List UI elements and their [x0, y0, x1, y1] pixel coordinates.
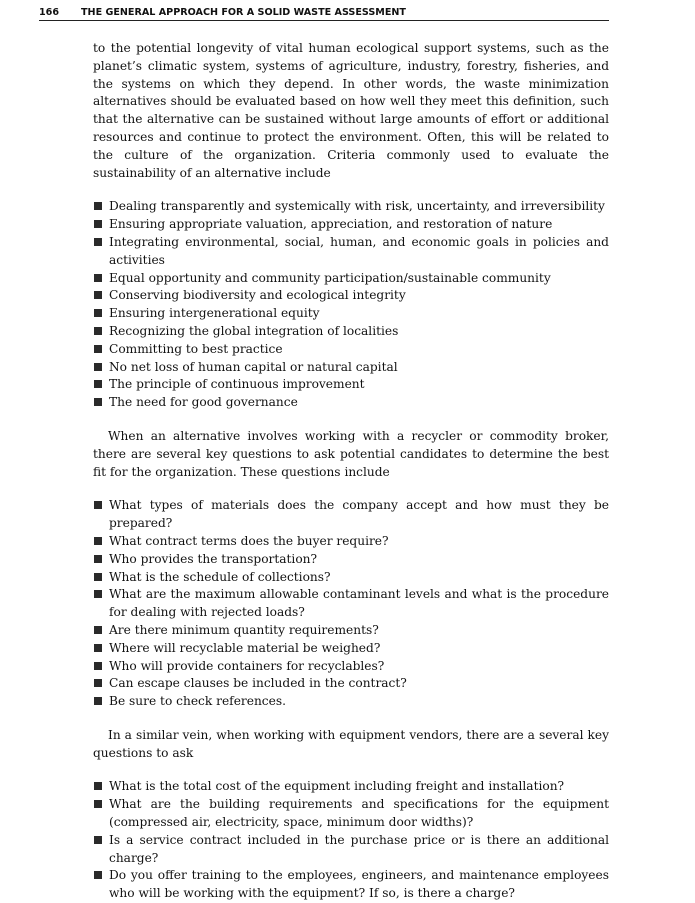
paragraph-sustainability: to the potential longevity of vital human ecological support systems, such as the planet’s climatic system, systems of agriculture, industry, forestry, fisheries, and the systems on which they depend. In other words, the waste minimization alternatives should be evaluated based on how well they meet this definition, such that the alternative can be sustained without large amounts of effort or additional resources and continue to protect the environment. Often, this will be related to the culture of the organization. Criteria commonly used to evaluate the sustainability of an alternative include: [93, 41, 609, 180]
list-item: [93, 622, 609, 640]
list-item: [93, 198, 609, 216]
list-item: [93, 287, 609, 305]
list-item-text: Recognizing the global integration of localities: [109, 323, 399, 338]
square-bullet-icon: [94, 644, 102, 652]
list-item-text: What types of materials does the company accept and how must they be prepared?: [109, 498, 609, 531]
list-item: [93, 359, 609, 377]
list-item-text: Be sure to check references.: [109, 694, 286, 709]
square-bullet-icon: [94, 836, 102, 844]
spacer: [93, 182, 609, 198]
running-header: [39, 6, 609, 21]
list-item: [93, 305, 609, 323]
square-bullet-icon: [94, 555, 102, 563]
list-item: [93, 569, 609, 587]
list-item: [93, 832, 609, 868]
list-item-text: Who will provide containers for recyclables?: [109, 658, 385, 673]
list-item: [93, 796, 609, 832]
list-item-text: Who provides the transportation?: [109, 551, 318, 566]
list-item-text: What are the building requirements and specifications for the equipment (compressed air, electricity, space, minimum door widths)?: [109, 797, 609, 830]
chapter-title: THE GENERAL APPROACH FOR A SOLID WASTE ASSESSMENT: [81, 7, 406, 18]
list-item: [93, 675, 609, 693]
spacer: [93, 412, 609, 428]
list-item-text: Is a service contract included in the purchase price or is there an additional charge?: [109, 832, 609, 865]
list-item-text: Where will recyclable material be weighed?: [109, 640, 381, 655]
square-bullet-icon: [94, 380, 102, 388]
list-item: [93, 234, 609, 270]
list-item: [93, 216, 609, 234]
square-bullet-icon: [94, 238, 102, 246]
square-bullet-icon: [94, 626, 102, 634]
list-item: [93, 586, 609, 622]
spacer: [93, 711, 609, 727]
square-bullet-icon: [94, 662, 102, 670]
square-bullet-icon: [94, 220, 102, 228]
list-item-text: Committing to best practice: [109, 341, 283, 356]
vendor-questions-list: [93, 778, 609, 903]
paragraph-recycler: When an alternative involves working with a recycler or commodity broker, there are several key questions to ask potential candidates to determine the best fit for the organization. These questions include: [93, 428, 609, 479]
list-item-text: What are the maximum allowable contaminant levels and what is the procedure for dealing with rejected loads?: [109, 587, 609, 620]
list-item: [93, 551, 609, 569]
square-bullet-icon: [94, 274, 102, 282]
spacer: [93, 762, 609, 778]
body-text: [93, 40, 609, 903]
list-item: [93, 497, 609, 533]
list-item-text: Ensuring intergenerational equity: [109, 306, 320, 321]
list-item: [93, 323, 609, 341]
paragraph-vendors: In a similar vein, when working with equipment vendors, there are a several key questions to ask: [93, 727, 609, 760]
recycler-questions-list: [93, 497, 609, 711]
list-item: [93, 640, 609, 658]
square-bullet-icon: [94, 501, 102, 509]
list-item: [93, 658, 609, 676]
list-item-text: Ensuring appropriate valuation, appreciation, and restoration of nature: [109, 217, 553, 232]
list-item-text: Can escape clauses be included in the contract?: [109, 676, 407, 691]
square-bullet-icon: [94, 537, 102, 545]
list-item: [93, 693, 609, 711]
list-item: [93, 270, 609, 288]
square-bullet-icon: [94, 309, 102, 317]
list-item-text: Are there minimum quantity requirements?: [109, 622, 379, 637]
square-bullet-icon: [94, 871, 102, 879]
square-bullet-icon: [94, 782, 102, 790]
list-item: [93, 341, 609, 359]
page-number: 166: [39, 7, 60, 18]
list-item-text: Dealing transparently and systemically with risk, uncertainty, and irreversibility: [109, 199, 605, 214]
list-item-text: What is the total cost of the equipment including freight and installation?: [109, 779, 565, 794]
list-item: [93, 867, 609, 903]
list-item: [93, 533, 609, 551]
square-bullet-icon: [94, 291, 102, 299]
list-item: [93, 376, 609, 394]
list-item-text: What contract terms does the buyer require?: [109, 533, 389, 548]
square-bullet-icon: [94, 573, 102, 581]
list-item: [93, 778, 609, 796]
square-bullet-icon: [94, 590, 102, 598]
spacer: [93, 481, 609, 497]
square-bullet-icon: [94, 800, 102, 808]
criteria-list: [93, 198, 609, 412]
square-bullet-icon: [94, 327, 102, 335]
square-bullet-icon: [94, 345, 102, 353]
square-bullet-icon: [94, 679, 102, 687]
list-item-text: No net loss of human capital or natural capital: [109, 359, 398, 374]
list-item-text: Conserving biodiversity and ecological integrity: [109, 288, 406, 303]
list-item-text: Do you offer training to the employees, engineers, and maintenance employees who will be working with the equipment? If so, is there a charge?: [109, 868, 609, 901]
list-item-text: What is the schedule of collections?: [109, 569, 331, 584]
list-item-text: Equal opportunity and community participation/sustainable community: [109, 270, 551, 285]
list-item-text: The principle of continuous improvement: [109, 377, 365, 392]
list-item-text: Integrating environmental, social, human, and economic goals in policies and activities: [109, 234, 609, 267]
square-bullet-icon: [94, 202, 102, 210]
square-bullet-icon: [94, 697, 102, 705]
square-bullet-icon: [94, 363, 102, 371]
square-bullet-icon: [94, 398, 102, 406]
list-item-text: The need for good governance: [109, 395, 298, 410]
list-item: [93, 394, 609, 412]
